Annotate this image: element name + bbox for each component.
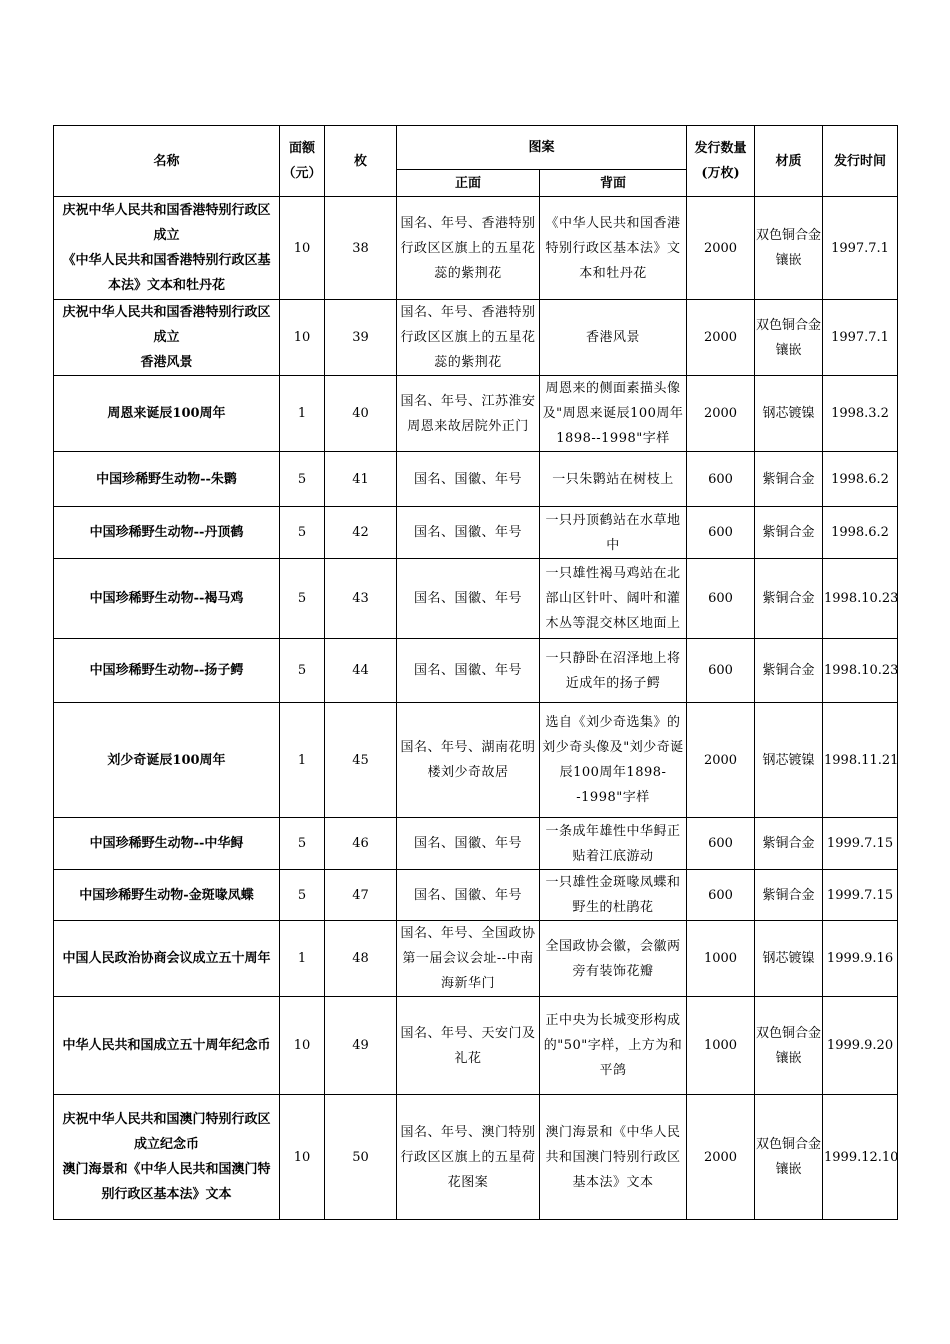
- back-pattern-cell: 澳门海景和《中华人民共和国澳门特别行政区基本法》文本: [540, 1095, 687, 1220]
- coin-name-line: 中国人民政治协商会议成立五十周年: [62, 951, 271, 966]
- back-pattern-cell: 一只雄性金斑喙凤蝶和野生的杜鹃花: [540, 870, 687, 921]
- material-cell: 紫铜合金: [755, 639, 823, 703]
- issue-date-cell: 1997.7.1: [823, 300, 898, 376]
- header-name: 名称: [54, 126, 280, 197]
- issue-date-cell: 1999.9.16: [823, 921, 898, 997]
- face-value-cell: 5: [280, 818, 325, 870]
- coin-name-cell: [54, 921, 280, 997]
- coin-name-line: 庆祝中华人民共和国香港特别行政区成立: [62, 305, 271, 345]
- header-pattern: 图案: [397, 126, 687, 170]
- commemorative-coin-table: [53, 125, 898, 1220]
- face-value-cell: 1: [280, 376, 325, 452]
- table-header: [54, 126, 898, 197]
- material-cell: 紫铜合金: [755, 870, 823, 921]
- front-pattern-cell: 国名、国徽、年号: [397, 507, 540, 559]
- coin-name-line: 中国珍稀野生动物--扬子鳄: [89, 663, 244, 678]
- table-row: [54, 703, 898, 818]
- issue-date-cell: 1999.7.15: [823, 818, 898, 870]
- header-issue-qty: 发行数量(万枚): [687, 126, 755, 197]
- coin-name-cell: [54, 870, 280, 921]
- face-value-cell: 5: [280, 870, 325, 921]
- coin-name-line: 周恩来诞辰100周年: [107, 406, 226, 421]
- face-value-cell: 5: [280, 507, 325, 559]
- material-cell: 钢芯镀镍: [755, 703, 823, 818]
- issue-date-cell: 1998.3.2: [823, 376, 898, 452]
- back-pattern-cell: 选自《刘少奇选集》的刘少奇头像及"刘少奇诞辰100周年1898--1998"字样: [540, 703, 687, 818]
- front-pattern-cell: 国名、国徽、年号: [397, 639, 540, 703]
- issue-qty-cell: 2000: [687, 1095, 755, 1220]
- material-cell: 双色铜合金镶嵌: [755, 1095, 823, 1220]
- front-pattern-cell: 国名、国徽、年号: [397, 818, 540, 870]
- coin-number-cell: 43: [325, 559, 397, 639]
- material-cell: 紫铜合金: [755, 559, 823, 639]
- coin-name-cell: [54, 1095, 280, 1220]
- coin-name-cell: [54, 300, 280, 376]
- coin-name-cell: [54, 197, 280, 300]
- front-pattern-cell: 国名、年号、香港特别行政区区旗上的五星花蕊的紫荆花: [397, 197, 540, 300]
- table-row: [54, 559, 898, 639]
- issue-qty-cell: 600: [687, 639, 755, 703]
- coin-name-line: 《中华人民共和国香港特别行政区基本法》文本和牡丹花: [62, 253, 271, 293]
- back-pattern-cell: 一只雄性褐马鸡站在北部山区针叶、阔叶和灌木丛等混交林区地面上: [540, 559, 687, 639]
- issue-qty-cell: 600: [687, 507, 755, 559]
- table-row: [54, 818, 898, 870]
- face-value-cell: 10: [280, 1095, 325, 1220]
- header-material: 材质: [755, 126, 823, 197]
- coin-number-cell: 45: [325, 703, 397, 818]
- material-cell: 紫铜合金: [755, 818, 823, 870]
- table-row: [54, 870, 898, 921]
- issue-date-cell: 1998.11.21: [823, 703, 898, 818]
- issue-qty-cell: 600: [687, 452, 755, 507]
- coin-number-cell: 46: [325, 818, 397, 870]
- issue-qty-cell: 2000: [687, 376, 755, 452]
- issue-date-cell: 1998.6.2: [823, 507, 898, 559]
- header-front: 正面: [397, 170, 540, 197]
- issue-date-cell: 1997.7.1: [823, 197, 898, 300]
- face-value-cell: 5: [280, 452, 325, 507]
- front-pattern-cell: 国名、年号、全国政协第一届会议会址--中南海新华门: [397, 921, 540, 997]
- front-pattern-cell: 国名、年号、澳门特别行政区区旗上的五星荷花图案: [397, 1095, 540, 1220]
- coin-name-cell: [54, 376, 280, 452]
- front-pattern-cell: 国名、国徽、年号: [397, 452, 540, 507]
- issue-qty-cell: 2000: [687, 703, 755, 818]
- material-cell: 钢芯镀镍: [755, 921, 823, 997]
- front-pattern-cell: 国名、国徽、年号: [397, 559, 540, 639]
- issue-date-cell: 1998.10.23: [823, 639, 898, 703]
- coin-name-cell: [54, 703, 280, 818]
- coin-number-cell: 50: [325, 1095, 397, 1220]
- issue-date-cell: 1999.7.15: [823, 870, 898, 921]
- back-pattern-cell: 一条成年雄性中华鲟正贴着江底游动: [540, 818, 687, 870]
- front-pattern-cell: 国名、年号、天安门及礼花: [397, 997, 540, 1095]
- coin-number-cell: 41: [325, 452, 397, 507]
- coin-name-line: 中国珍稀野生动物--丹顶鹤: [89, 525, 244, 540]
- coin-name-line: 刘少奇诞辰100周年: [107, 752, 226, 768]
- coin-name-cell: [54, 818, 280, 870]
- coin-number-cell: 39: [325, 300, 397, 376]
- back-pattern-cell: 一只静卧在沼泽地上将近成年的扬子鳄: [540, 639, 687, 703]
- back-pattern-cell: 正中央为长城变形构成的"50"字样，上方为和平鸽: [540, 997, 687, 1095]
- coin-name-cell: [54, 507, 280, 559]
- table-row: [54, 507, 898, 559]
- coin-name-cell: [54, 997, 280, 1095]
- back-pattern-cell: 香港风景: [540, 300, 687, 376]
- coin-number-cell: 42: [325, 507, 397, 559]
- issue-qty-cell: 2000: [687, 197, 755, 300]
- table-row: [54, 997, 898, 1095]
- header-issue-date: 发行时间: [823, 126, 898, 197]
- issue-qty-cell: 600: [687, 559, 755, 639]
- face-value-cell: 10: [280, 197, 325, 300]
- front-pattern-cell: 国名、年号、江苏淮安周恩来故居院外正门: [397, 376, 540, 452]
- table-row: [54, 1095, 898, 1220]
- material-cell: 紫铜合金: [755, 452, 823, 507]
- front-pattern-cell: 国名、年号、湖南花明楼刘少奇故居: [397, 703, 540, 818]
- front-pattern-cell: 国名、年号、香港特别行政区区旗上的五星花蕊的紫荆花: [397, 300, 540, 376]
- coin-name-cell: [54, 559, 280, 639]
- coin-name-line: 中国珍稀野生动物--褐马鸡: [89, 591, 244, 606]
- coin-number-cell: 49: [325, 997, 397, 1095]
- coin-name-cell: [54, 639, 280, 703]
- issue-qty-cell: 1000: [687, 997, 755, 1095]
- coin-name-line: 中华人民共和国成立五十周年纪念币: [62, 1038, 271, 1053]
- back-pattern-cell: 全国政协会徽，会徽两旁有装饰花瓣: [540, 921, 687, 997]
- table-row: [54, 376, 898, 452]
- table-row: [54, 921, 898, 997]
- issue-date-cell: 1999.9.20: [823, 997, 898, 1095]
- coin-name-line: 中国珍稀野生动物-金斑喙凤蝶: [79, 887, 254, 903]
- table-body: [54, 197, 898, 1220]
- issue-qty-cell: 600: [687, 870, 755, 921]
- material-cell: 双色铜合金镶嵌: [755, 300, 823, 376]
- coin-name-line: 中国珍稀野生动物--中华鲟: [89, 836, 244, 851]
- header-number: 枚: [325, 126, 397, 197]
- issue-qty-cell: 2000: [687, 300, 755, 376]
- coin-number-cell: 38: [325, 197, 397, 300]
- issue-qty-cell: 1000: [687, 921, 755, 997]
- issue-date-cell: 1999.12.10: [823, 1095, 898, 1220]
- coin-name-line: 庆祝中华人民共和国澳门特别行政区成立纪念币: [62, 1112, 271, 1152]
- coin-number-cell: 47: [325, 870, 397, 921]
- coin-name-line: 庆祝中华人民共和国香港特别行政区成立: [62, 203, 271, 243]
- face-value-cell: 1: [280, 921, 325, 997]
- table-row: [54, 452, 898, 507]
- face-value-cell: 5: [280, 639, 325, 703]
- coin-number-cell: 48: [325, 921, 397, 997]
- coin-name-line: 中国珍稀野生动物--朱鹮: [96, 471, 237, 487]
- table-row: [54, 639, 898, 703]
- material-cell: 紫铜合金: [755, 507, 823, 559]
- back-pattern-cell: 周恩来的侧面素描头像及"周恩来诞辰100周年1898--1998"字样: [540, 376, 687, 452]
- material-cell: 双色铜合金镶嵌: [755, 997, 823, 1095]
- header-face-value: 面额（元）: [280, 126, 325, 197]
- material-cell: 双色铜合金镶嵌: [755, 197, 823, 300]
- coin-name-cell: [54, 452, 280, 507]
- back-pattern-cell: 一只朱鹮站在树枝上: [540, 452, 687, 507]
- issue-date-cell: 1998.10.23: [823, 559, 898, 639]
- front-pattern-cell: 国名、国徽、年号: [397, 870, 540, 921]
- table-row: [54, 197, 898, 300]
- back-pattern-cell: 《中华人民共和国香港特别行政区基本法》文本和牡丹花: [540, 197, 687, 300]
- back-pattern-cell: 一只丹顶鹤站在水草地中: [540, 507, 687, 559]
- face-value-cell: 5: [280, 559, 325, 639]
- table-row: [54, 300, 898, 376]
- header-back: 背面: [540, 170, 687, 197]
- issue-date-cell: 1998.6.2: [823, 452, 898, 507]
- coin-number-cell: 44: [325, 639, 397, 703]
- issue-qty-cell: 600: [687, 818, 755, 870]
- material-cell: 钢芯镀镍: [755, 376, 823, 452]
- face-value-cell: 10: [280, 997, 325, 1095]
- coin-name-line: 香港风景: [140, 355, 193, 370]
- coin-name-line: 澳门海景和《中华人民共和国澳门特别行政区基本法》文本: [62, 1162, 271, 1202]
- face-value-cell: 10: [280, 300, 325, 376]
- coin-number-cell: 40: [325, 376, 397, 452]
- face-value-cell: 1: [280, 703, 325, 818]
